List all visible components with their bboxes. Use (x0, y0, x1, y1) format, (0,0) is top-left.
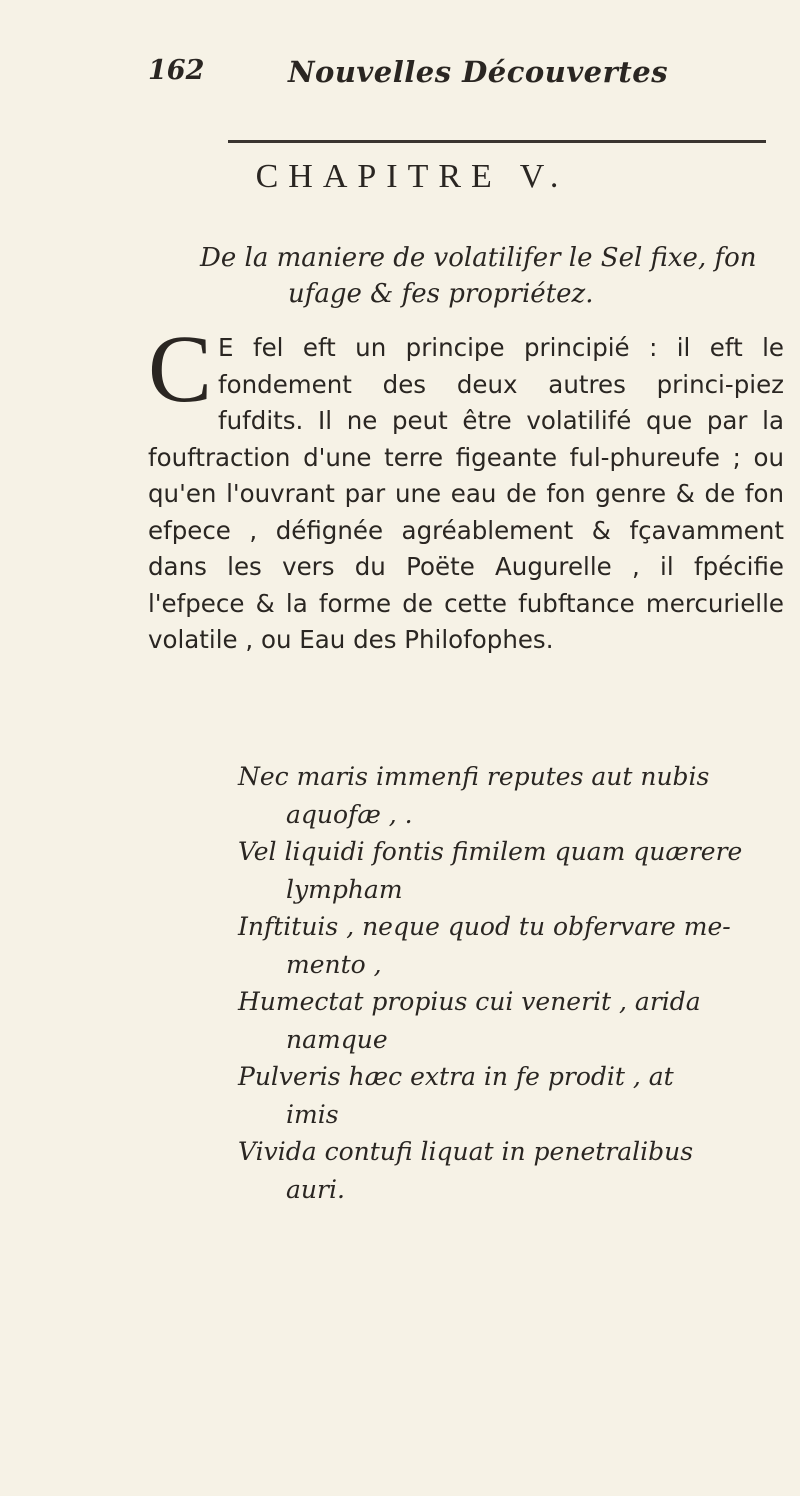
verse-line: Pulveris hæc extra in fe prodit , at (238, 1062, 674, 1091)
verse-line: Inftituis , neque quod tu obfervare me- (238, 912, 731, 941)
header-rule (228, 140, 766, 143)
chapter-subtitle (200, 240, 760, 312)
running-head: Nouvelles Découvertes (288, 55, 669, 89)
subtitle-line-2: ufage & fes propriétez. (288, 279, 594, 309)
verse-line: Vivida contufi liquat in penetralibus (238, 1137, 694, 1166)
subtitle-line-1: De la maniere de volatilifer le Sel fixe, fon (200, 243, 757, 273)
verse-line: Humectat propius cui venerit , arida (238, 987, 701, 1016)
verse-line: namque (286, 1024, 388, 1054)
verse-line: imis (286, 1099, 339, 1129)
verse-line: lympham (286, 874, 403, 904)
verse-line: Vel liquidi fontis fimilem quam quærere (238, 837, 743, 866)
body-paragraph (148, 315, 784, 659)
page-header (148, 55, 718, 95)
paragraph-text: E fel eft un principe principié : il eft le fondement des deux autres princi-piez fufdits. Il ne peut être volatilifé que par la fouftraction d'une terre figeante ful-phureufe ; ou qu'en l'ouvrant par une eau de fon genre & de fon efpece , défignée agréablement & fçavamment dans les vers du Poëte Augurelle , il fpécifie l'efpece & la forme de cette fubftance mercurielle volatile , ou Eau des Philofophes. (148, 333, 784, 654)
latin-verse (238, 758, 768, 1208)
verse-line: auri. (286, 1174, 345, 1204)
verse-line: mento , (286, 949, 382, 979)
page-number: 162 (148, 55, 205, 86)
drop-cap: C (148, 315, 213, 422)
chapter-title: CHAPITRE V. (255, 158, 569, 195)
verse-line: aquofæ , . (286, 799, 413, 829)
verse-line: Nec maris immenfi reputes aut nubis (238, 762, 710, 791)
